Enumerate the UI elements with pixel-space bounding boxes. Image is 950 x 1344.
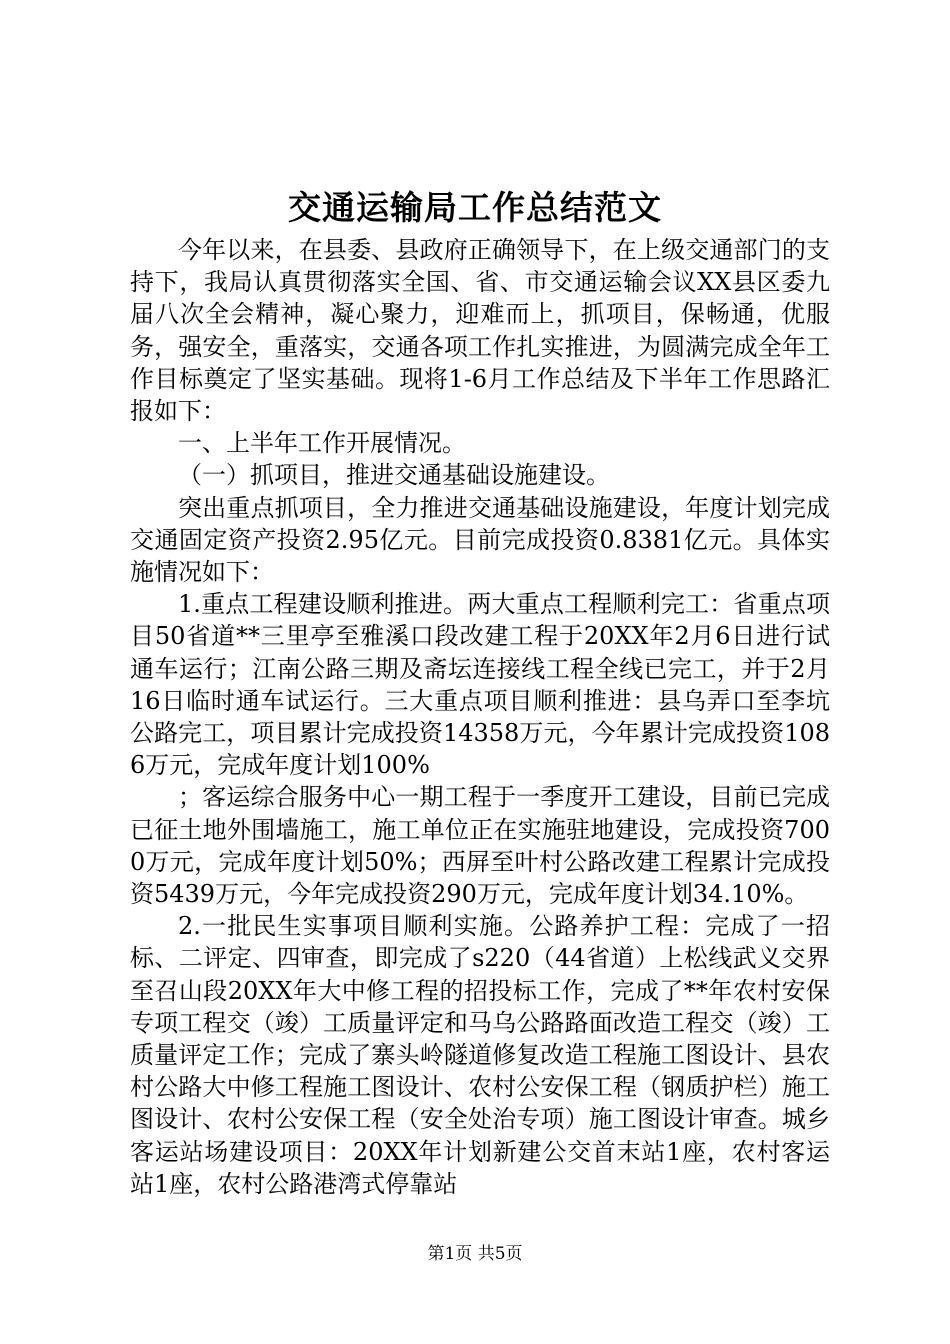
section-heading-1: 一、上半年工作开展情况。	[178, 429, 466, 458]
document-title: 交通运输局工作总结范文	[288, 188, 662, 227]
document-body	[130, 234, 830, 1200]
paragraph-key-projects-continued: ；客运综合服务中心一期工程于一季度开工建设，目前已完成已征土地外围墙施工，施工单位正在实施驻地建设，完成投资7000万元，完成年度计划50%；西屏至叶村公路改建工程累计完成投资5439万元，今年完成投资290万元，完成年度计划34.10%。	[130, 783, 830, 909]
page-footer: 第1页 共5页	[427, 1244, 523, 1264]
subsection-heading-1: （一）抓项目，推进交通基础设施建设。	[178, 461, 610, 490]
paragraph-investment: 突出重点抓项目，全力推进交通基础设施建设，年度计划完成交通固定资产投资2.95亿元。目前完成投资0.8381亿元。具体实施情况如下：	[130, 493, 830, 587]
paragraph-intro: 今年以来，在县委、县政府正确领导下，在上级交通部门的支持下，我局认真贯彻落实全国、省、市交通运输会议XX县区委九届八次全会精神，凝心聚力，迎难而上，抓项目，保畅通，优服务，强安全，重落实，交通各项工作扎实推进，为圆满完成全年工作目标奠定了坚实基础。现将1-6月工作总结及下半年工作思路汇报如下：	[130, 236, 830, 426]
paragraph-livelihood-projects: 2.一批民生实事项目顺利实施。公路养护工程：完成了一招标、二评定、四审查，即完成了s220（44省道）上松线武义交界至召山段20XX年大中修工程的招投标工作，完成了**年农村安保专项工程交（竣）工质量评定和马乌公路路面改造工程交（竣）工质量评定工作；完成了寨头岭隧道修复改造工程施工图设计、县农村公路大中修工程施工图设计、农村公安保工程（钢质护栏）施工图设计、农村公安保工程（安全处治专项）施工图设计审查。城乡客运站场建设项目：20XX年计划新建公交首末站1座，农村客运站1座，农村公路港湾式停靠站	[130, 912, 830, 1198]
paragraph-key-projects: 1.重点工程建设顺利推进。两大重点工程顺利完工：省重点项目50省道**三里亭至雅溪口段改建工程于20XX年2月6日进行试通车运行；江南公路三期及斋坛连接线工程全线已完工，并于2月16日临时通车试运行。三大重点项目顺利推进：县乌弄口至李坑公路完工，项目累计完成投资14358万元，今年累计完成投资1086万元，完成年度计划100%	[130, 590, 830, 780]
